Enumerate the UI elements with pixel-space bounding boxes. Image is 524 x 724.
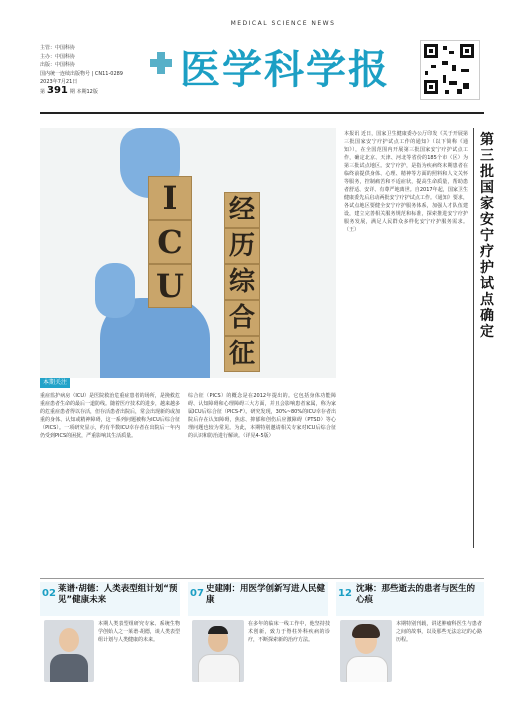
tile-zheng: 征 bbox=[224, 336, 260, 372]
teaser-body-1: 本期人类表型组研究专家、系统生物学创始人之一莱谱·胡德，谈人类表型组计划与人类健康的未来。 bbox=[98, 621, 180, 643]
issue-line bbox=[40, 84, 150, 97]
tile-c: C bbox=[148, 220, 192, 264]
teaser-body-2: 在多年的临床一线工作中，他坚持技术创新，致力于脊柱外科疾病的诊疗，不断探索新的治疗方法。 bbox=[248, 621, 330, 643]
sponsor-line: 主管：中国科协 bbox=[40, 45, 76, 51]
publication-meta bbox=[40, 44, 150, 96]
teaser-num-1: 02 bbox=[42, 588, 56, 599]
teaser-body-3: 本期特别刊载，讲述肿瘤科医生与患者之间的故事，以及那些无法忘记的心路历程。 bbox=[396, 621, 482, 643]
tile-li: 历 bbox=[224, 228, 260, 264]
portrait-2 bbox=[192, 620, 244, 682]
medical-cross-icon bbox=[150, 52, 172, 74]
publisher-line: 出版：中国科协 bbox=[40, 62, 76, 68]
tile-zong: 综 bbox=[224, 264, 260, 300]
masthead-rule bbox=[40, 112, 484, 114]
vertical-headline: 第三批国家安宁疗护试点确定 bbox=[480, 132, 494, 340]
tile-he: 合 bbox=[224, 300, 260, 336]
tile-u: U bbox=[148, 264, 192, 308]
issue-suffix: 期 本期12版 bbox=[69, 88, 98, 95]
issn-line: 国内统一连续出版物号 | CN11-0289 bbox=[40, 70, 123, 77]
tile-jing: 经 bbox=[224, 192, 260, 228]
qr-code-icon bbox=[420, 40, 480, 100]
date-line: 2023年7月21日 bbox=[40, 79, 78, 85]
teaser-num-2: 07 bbox=[190, 588, 204, 599]
teaser-title-2[interactable]: 史建刚：用医学创新写进人民健康 bbox=[206, 584, 326, 605]
right-column-text: 本报讯 近日，国家卫生健康委办公厅印发《关于开展第三批国家安宁疗护试点工作的通知》（以下简称《通知》），在全国范围内开展第三批国家安宁疗护试点工作，确定北京、天津、河北等省份的185个市（区）为第三批试点地区。安宁疗护，是指为疾病终末期患者在临终前提供身体、心理、精神等方面的照料和人文关怀等服务，控制痛苦和不适症状，提高生命质量，帮助患者舒适、安详、有尊严地离世。自2017年起，国家卫生健康委先后启动两批安宁疗护试点工作。《通知》要求，各试点地区要健全安宁疗护服务体系，加强人才队伍建设，建立完善相关服务规范和标准，探索推进安宁疗护服务发展，满足人民群众多样化安宁疗护服务需求。（王） bbox=[344, 131, 468, 233]
teaser-title-3[interactable]: 沈琳：那些逝去的患者与医生的心痕 bbox=[356, 584, 476, 605]
masthead-title: 医学科学报 bbox=[180, 46, 390, 93]
main-article-right: 综合征（PICS）的概念是在2012年提出的。它包括身体功能障碍、认知障碍和心理障碍三大方面，并且会影响患者家属，称为家属ICU后综合征（PICS-F）。研究发现，30%~80%的ICU幸存者出院后存在认知障碍，焦虑、抑郁和创伤后应激障碍（PTSD）等心理问题也较为常见。为此，本期特别邀请相关专家对ICU后综合征的认识和防治进行解读。（详见4-5版） bbox=[188, 393, 336, 439]
organizer-line: 主办：中国科协 bbox=[40, 53, 76, 60]
teaser-num-3: 12 bbox=[338, 588, 352, 599]
main-article-left: 重症监护病房（ICU）是医院救治危重症患者的场所，是挽救危重症患者生命的最后一道防线。随着医疗技术的进步，越来越多的危重症患者得以存活，但存活患者出院后，常会出现新的或加重的身体、认知或精神障碍，这一系列问题被称为ICU后综合征（PICS）。一项研究显示，约有半数ICU幸存者在出院后一年内仍受到PICS的困扰，严重影响其生活质量。 bbox=[40, 393, 180, 439]
portrait-3 bbox=[340, 620, 392, 682]
hero-image bbox=[40, 128, 336, 378]
section-tag: 本期关注 bbox=[40, 378, 70, 388]
masthead-english: MEDICAL SCIENCE NEWS bbox=[230, 20, 336, 27]
tile-i: I bbox=[148, 176, 192, 220]
teaser-rule bbox=[40, 578, 484, 579]
column-divider bbox=[473, 128, 474, 548]
teaser-title-1[interactable]: 莱谱·胡德：人类表型组计划“预见”健康未来 bbox=[58, 584, 178, 605]
portrait-1 bbox=[44, 620, 94, 682]
issue-number: 391 bbox=[47, 84, 68, 96]
glove-finger bbox=[95, 263, 135, 318]
issue-prefix: 第 bbox=[40, 88, 46, 95]
